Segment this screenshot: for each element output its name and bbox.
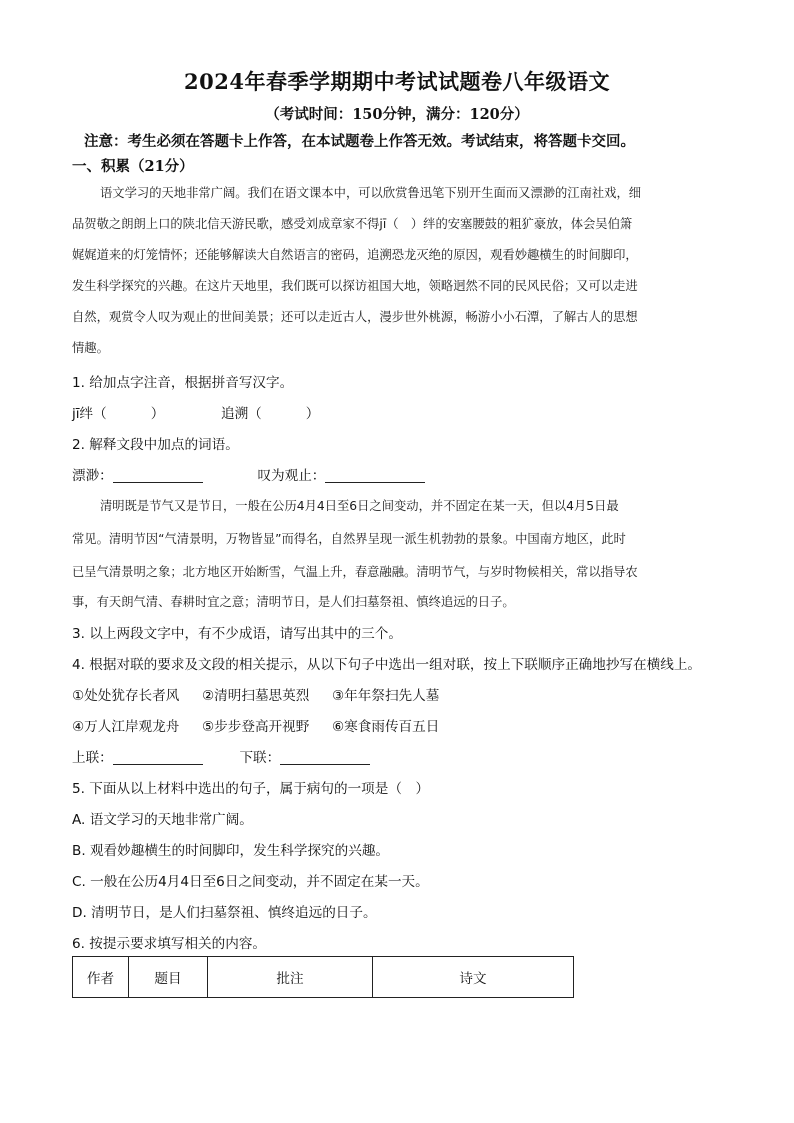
lower-couplet-line[interactable] — [280, 750, 370, 765]
table-header-annotation: 批注 — [208, 957, 373, 998]
couplet-option: ⑤步步登高开视野 — [202, 719, 310, 735]
q2-item-a: 漂渺： — [72, 468, 113, 484]
question-1: 1. 给加点字注音，根据拼音写汉字。 — [72, 375, 294, 391]
q1-item-b-end: ） — [305, 406, 320, 422]
upper-couplet-label: 上联： — [72, 750, 113, 766]
passage-line: 娓娓道来的灯笼情怀；还能够解读大自然语言的密码，追溯恐龙灭绝的原因，观看妙趣横生的时间脚印， — [72, 248, 638, 262]
passage-line: 语文学习的天地非常广阔。我们在语文课本中，可以欣赏鲁迅笔下别开生面而又漂渺的江南社戏，细 — [100, 186, 642, 200]
lower-couplet-label: 下联： — [239, 750, 281, 766]
passage-line: 事，有天朗气清、春耕时宜之意；清明节日，是人们扫墓祭祖、慎终追远的日子。 — [72, 595, 515, 609]
choice-d[interactable]: D. 清明节日，是人们扫墓祭祖、慎终追远的日子。 — [72, 905, 377, 921]
q2-item-b: 叹为观止： — [257, 468, 326, 484]
passage-line: 常见。清明节因“气清景明，万物皆显”而得名，自然界呈现一派生机勃勃的景象。中国南方地区，此时 — [72, 532, 626, 546]
question-6: 6. 按提示要求填写相关的内容。 — [72, 936, 267, 952]
passage-line: 品贺敬之朗朗上口的陕北信天游民歌，感受刘成章家不得jī（ ）绊的安塞腰鼓的粗犷豪放，体会吴伯箫 — [72, 217, 633, 231]
exam-subtitle: （考试时间：150分钟，满分：120分） — [265, 106, 529, 123]
table-header-author: 作者 — [73, 957, 129, 998]
choice-b[interactable]: B. 观看妙趣横生的时间脚印，发生科学探究的兴趣。 — [72, 843, 390, 859]
question-4: 4. 根据对联的要求及文段的相关提示，从以下句子中选出一组对联，按上下联顺序正确地抄写在横线上。 — [72, 657, 702, 673]
couplet-option: ④万人江岸观龙舟 — [72, 719, 180, 735]
passage-line: 自然，观赏令人叹为观止的世间美景；还可以走近古人，漫步世外桃源，畅游小小石潭，了解古人的思想 — [72, 310, 638, 324]
couplet-option: ⑥寒食雨传百五日 — [332, 719, 440, 735]
passage-line: 已呈气清景明之象；北方地区开始断雪，气温上升，春意融融。清明节气，与岁时物候相关，常以指导农 — [72, 565, 638, 579]
question-1-items — [72, 402, 319, 422]
passage-line: 情趣。 — [72, 341, 109, 355]
couplet-option: ①处处犹存长者风 — [72, 688, 180, 704]
upper-couplet-line[interactable] — [113, 750, 203, 765]
table-header-poem: 诗文 — [373, 957, 574, 998]
question-3: 3. 以上两段文字中，有不少成语，请写出其中的三个。 — [72, 626, 402, 642]
exam-title: 2024年春季学期期中考试试题卷八年级语文 — [184, 69, 610, 94]
q1-item-a: jī绊（ — [72, 406, 107, 422]
question-5: 5. 下面从以上材料中选出的句子，属于病句的一项是（ ） — [72, 781, 430, 797]
section-heading: 一、积累（21分） — [72, 158, 194, 175]
couplet-option: ②清明扫墓思英烈 — [202, 688, 310, 704]
passage-line: 发生科学探究的兴趣。在这片天地里，我们既可以探访祖国大地，领略迥然不同的民风民俗；又可以走进 — [72, 279, 638, 293]
couplet-option: ③年年祭扫先人墓 — [332, 688, 440, 704]
choice-a[interactable]: A. 语文学习的天地非常广阔。 — [72, 812, 253, 828]
q2-answer-a-line[interactable] — [113, 468, 203, 483]
question-2-items — [72, 464, 425, 484]
table-header-row — [73, 957, 574, 998]
question-2: 2. 解释文段中加点的词语。 — [72, 437, 239, 453]
q1-item-b: 追溯（ — [221, 406, 262, 422]
table-header-title: 题目 — [129, 957, 208, 998]
couplet-options-row-1 — [72, 684, 439, 704]
couplet-answers — [72, 746, 370, 766]
couplet-options-row-2 — [72, 715, 439, 735]
poem-table — [72, 956, 574, 998]
passage-line: 清明既是节气又是节日，一般在公历4月4日至6日之间变动，并不固定在某一天，但以4月5日最 — [100, 499, 619, 513]
choice-c[interactable]: C. 一般在公历4月4日至6日之间变动，并不固定在某一天。 — [72, 874, 429, 890]
q2-answer-b-line[interactable] — [325, 468, 425, 483]
exam-notice: 注意：考生必须在答题卡上作答，在本试题卷上作答无效。考试结束，将答题卡交回。 — [84, 133, 635, 150]
q1-item-a-end: ） — [150, 406, 165, 422]
